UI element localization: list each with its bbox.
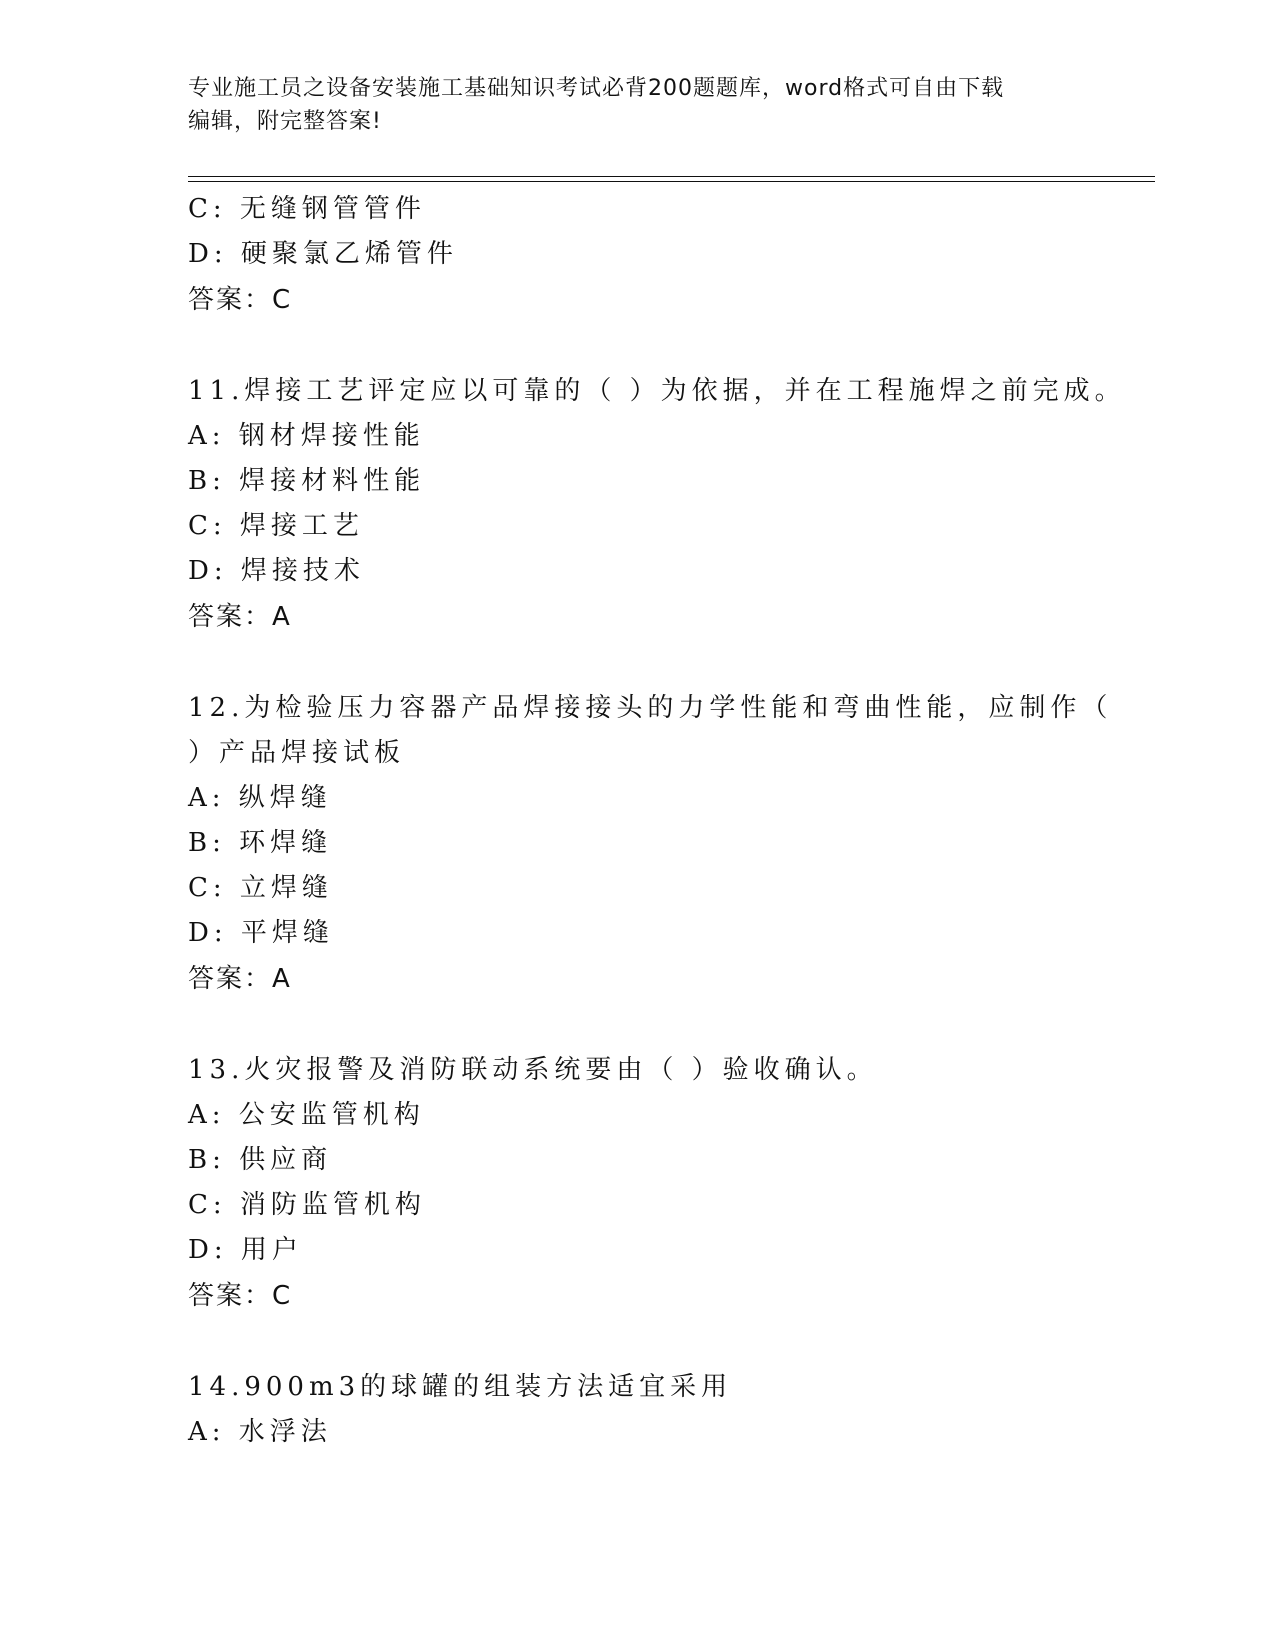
header-title-line1: 专业施工员之设备安装施工基础知识考试必背200题题库，word格式可自由下载 <box>188 76 1005 101</box>
q11-answer: 答案：A <box>188 602 292 632</box>
q13-option-c: C: 消防监管机构 <box>188 1190 426 1220</box>
q12-option-b: B: 环焊缝 <box>188 828 333 858</box>
q11-option-a: A: 钢材焊接性能 <box>188 421 425 451</box>
prev-option-c: C: 无缝钢管管件 <box>188 194 426 224</box>
q13-option-b: B: 供应商 <box>188 1145 333 1175</box>
prev-option-d: D: 硬聚氯乙烯管件 <box>188 239 458 269</box>
q13-option-a: A: 公安监管机构 <box>188 1100 425 1130</box>
q12-stem-line1: 12.为检验压力容器产品焊接接头的力学性能和弯曲性能，应制作（ <box>188 693 1113 723</box>
q12-stem-line2: ）产品焊接试板 <box>188 738 406 768</box>
q11-option-d: D: 焊接技术 <box>188 556 365 586</box>
q14-option-a: A: 水浮法 <box>188 1417 332 1447</box>
q14-stem: 14.900m3的球罐的组装方法适宜采用 <box>188 1372 733 1402</box>
header-divider-top <box>188 176 1155 177</box>
q12-option-c: C: 立焊缝 <box>188 873 333 903</box>
prev-answer: 答案：C <box>188 285 293 315</box>
q12-option-d: D: 平焊缝 <box>188 918 334 948</box>
q11-stem: 11.焊接工艺评定应以可靠的（ ）为依据，并在工程施焊之前完成。 <box>188 376 1126 406</box>
q11-option-c: C: 焊接工艺 <box>188 511 364 541</box>
q13-option-d: D: 用户 <box>188 1235 303 1265</box>
header-divider-bottom <box>188 181 1155 182</box>
document-header <box>188 72 1088 138</box>
q11-option-b: B: 焊接材料性能 <box>188 466 426 496</box>
q13-answer: 答案：C <box>188 1281 293 1311</box>
q12-option-a: A: 纵焊缝 <box>188 783 332 813</box>
q12-answer: 答案：A <box>188 964 292 994</box>
q13-stem: 13.火灾报警及消防联动系统要由（ ）验收确认。 <box>188 1055 878 1085</box>
header-title-line2: 编辑，附完整答案! <box>188 109 382 134</box>
